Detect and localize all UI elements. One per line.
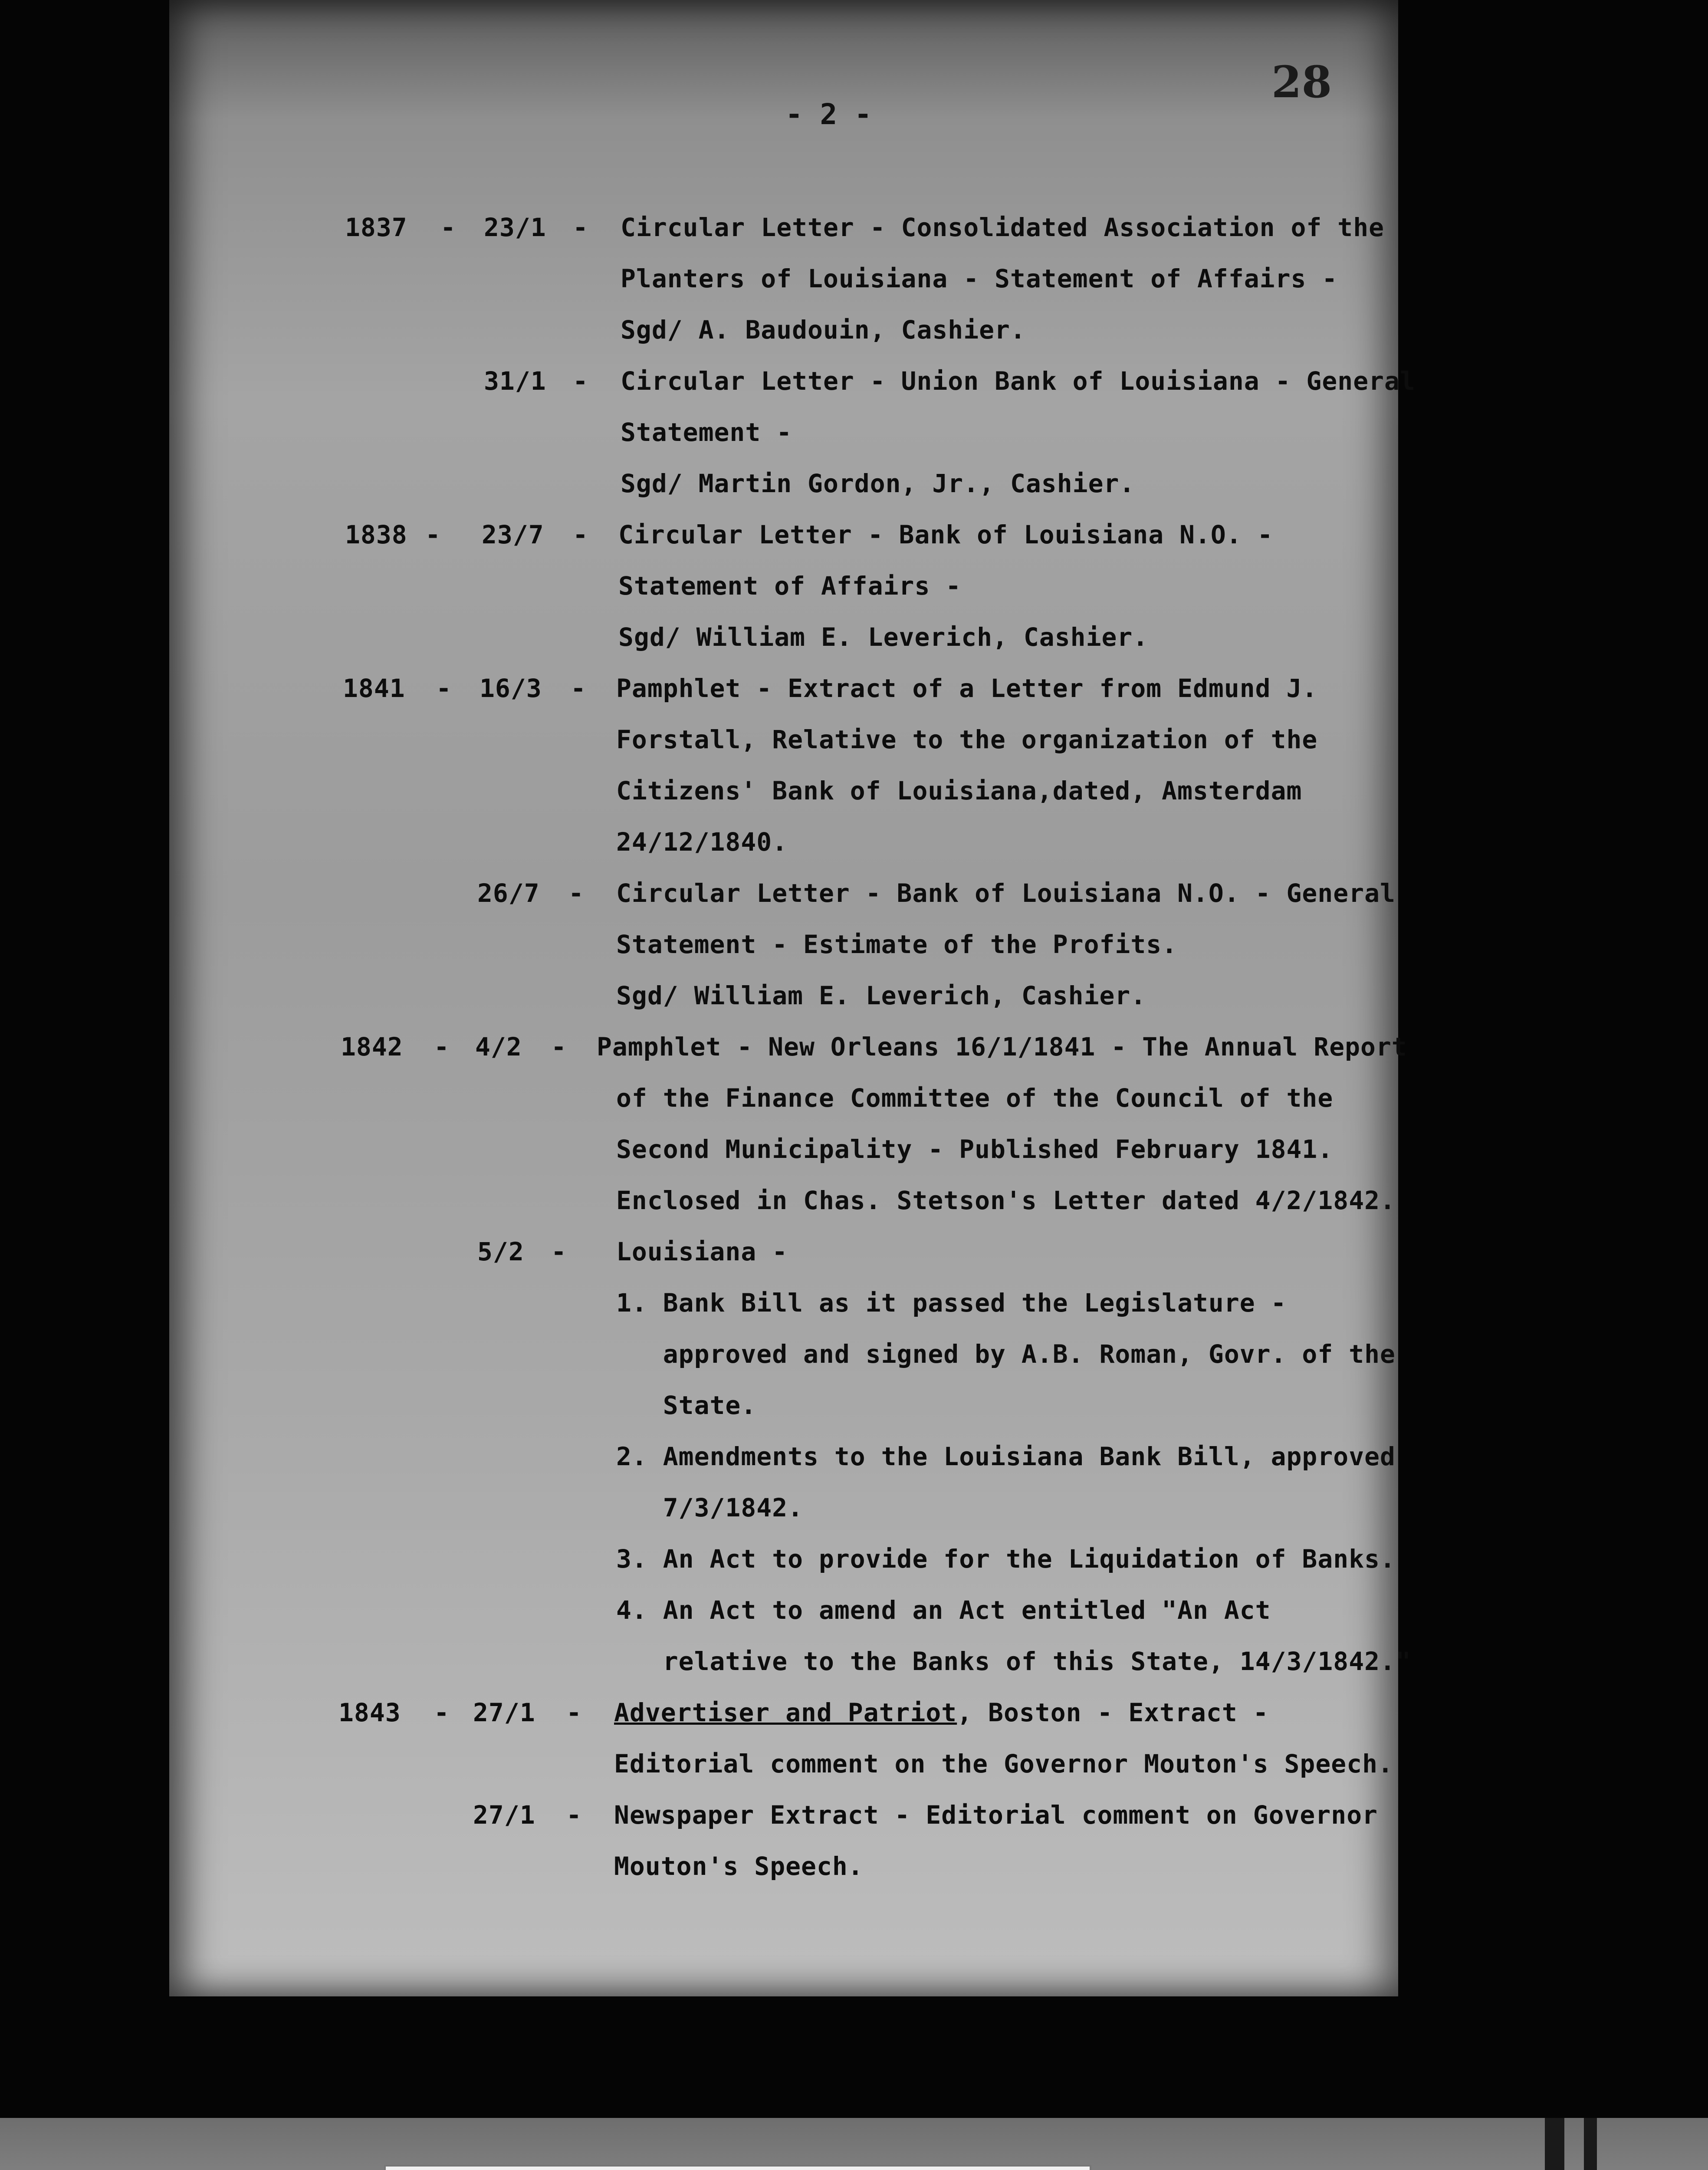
entry-dash: -	[566, 1698, 582, 1727]
entry-line: Citizens' Bank of Louisiana,dated, Amsterdam	[616, 776, 1302, 806]
entry-line: Editorial comment on the Governor Mouton's Speech.	[614, 1749, 1393, 1779]
entry-line: Planters of Louisiana - Statement of Affairs -	[621, 264, 1338, 293]
entry-line	[614, 1698, 1269, 1727]
entry-dash: -	[434, 1698, 450, 1727]
entry-line: Newspaper Extract - Editorial comment on Governor	[614, 1800, 1378, 1830]
entry-line: 4. An Act to amend an Act entitled "An Act	[616, 1595, 1271, 1625]
entry-line: Circular Letter - Union Bank of Louisiana - General	[621, 366, 1416, 396]
entry-line: 24/12/1840.	[616, 827, 788, 857]
entry-dash: -	[551, 1237, 567, 1266]
entry-line: Enclosed in Chas. Stetson's Letter dated 4/2/1842.	[616, 1186, 1396, 1215]
entry-line: State.	[616, 1391, 757, 1420]
entry-year: 1843	[338, 1698, 401, 1727]
film-edge	[1584, 2118, 1597, 2170]
entry-line: Mouton's Speech.	[614, 1851, 864, 1881]
publication-title: Advertiser and Patriot	[614, 1698, 957, 1727]
entry-date: 27/1	[473, 1698, 535, 1727]
entry-line-rest: , Boston - Extract -	[957, 1698, 1269, 1727]
entry-date: 16/3	[480, 674, 542, 703]
entry-line: of the Finance Committee of the Council of the	[616, 1083, 1334, 1113]
entry-line: Louisiana -	[616, 1237, 788, 1266]
film-edge	[1545, 2118, 1564, 2170]
entry-date: 27/1	[473, 1800, 535, 1830]
document-page	[169, 0, 1416, 1996]
entry-line: 7/3/1842.	[616, 1493, 804, 1522]
entry-date: 23/7	[482, 520, 544, 549]
entry-dash: -	[571, 674, 586, 703]
entry-date: 26/7	[477, 878, 540, 908]
entry-line: Sgd/ William E. Leverich, Cashier.	[618, 622, 1149, 652]
page-number: 28	[1271, 56, 1332, 108]
entry-line: Statement - Estimate of the Profits.	[616, 930, 1178, 959]
entry-line: Circular Letter - Bank of Louisiana N.O. -	[618, 520, 1273, 549]
entry-line: 3. An Act to provide for the Liquidation of Banks.	[616, 1544, 1396, 1574]
entry-line: Sgd/ William E. Leverich, Cashier.	[616, 981, 1146, 1010]
entry-date: 5/2	[477, 1237, 524, 1266]
entry-dash: -	[566, 1800, 582, 1830]
entry-line: 2. Amendments to the Louisiana Bank Bill, approved	[616, 1442, 1396, 1471]
entry-dash: -	[573, 366, 588, 396]
entry-line: Second Municipality - Published February 1841.	[616, 1134, 1334, 1164]
entry-dash: -	[568, 878, 584, 908]
entry-line: Circular Letter - Consolidated Association of the	[621, 213, 1385, 242]
entry-line: Statement of Affairs -	[618, 571, 962, 601]
entry-line: approved and signed by A.B. Roman, Govr. of the	[616, 1339, 1396, 1369]
page-header: - 2 -	[785, 98, 872, 131]
entry-line: Statement -	[621, 418, 792, 447]
entry-dash: -	[434, 1032, 450, 1062]
entry-dash: -	[573, 520, 588, 549]
entry-date: 23/1	[484, 213, 546, 242]
stamp-label	[384, 2165, 1091, 2170]
entry-year: 1837	[345, 213, 407, 242]
entry-date: 4/2	[475, 1032, 522, 1062]
entry-line: Forstall, Relative to the organization of the	[616, 725, 1318, 754]
entry-line: Circular Letter - Bank of Louisiana N.O. - General	[616, 878, 1396, 908]
entry-dash: -	[551, 1032, 567, 1062]
entry-dash: -	[440, 213, 456, 242]
entry-list	[169, 0, 1416, 1996]
entry-line: relative to the Banks of this State, 14/3/1842."	[616, 1647, 1411, 1676]
entry-year: 1842	[341, 1032, 403, 1062]
entry-line: Pamphlet - New Orleans 16/1/1841 - The Annual Report	[597, 1032, 1407, 1062]
entry-date: 31/1	[484, 366, 546, 396]
entry-dash: -	[573, 213, 588, 242]
entry-year: 1841	[343, 674, 405, 703]
entry-line: Sgd/ Martin Gordon, Jr., Cashier.	[621, 469, 1135, 498]
entry-year: 1838	[345, 520, 407, 549]
entry-line: Pamphlet - Extract of a Letter from Edmund J.	[616, 674, 1318, 703]
entry-line: 1. Bank Bill as it passed the Legislature -	[616, 1288, 1287, 1318]
entry-dash: -	[436, 674, 452, 703]
archives-stamp-strip	[0, 2118, 1708, 2170]
entry-dash: -	[425, 520, 441, 549]
entry-line: Sgd/ A. Baudouin, Cashier.	[621, 315, 1026, 345]
